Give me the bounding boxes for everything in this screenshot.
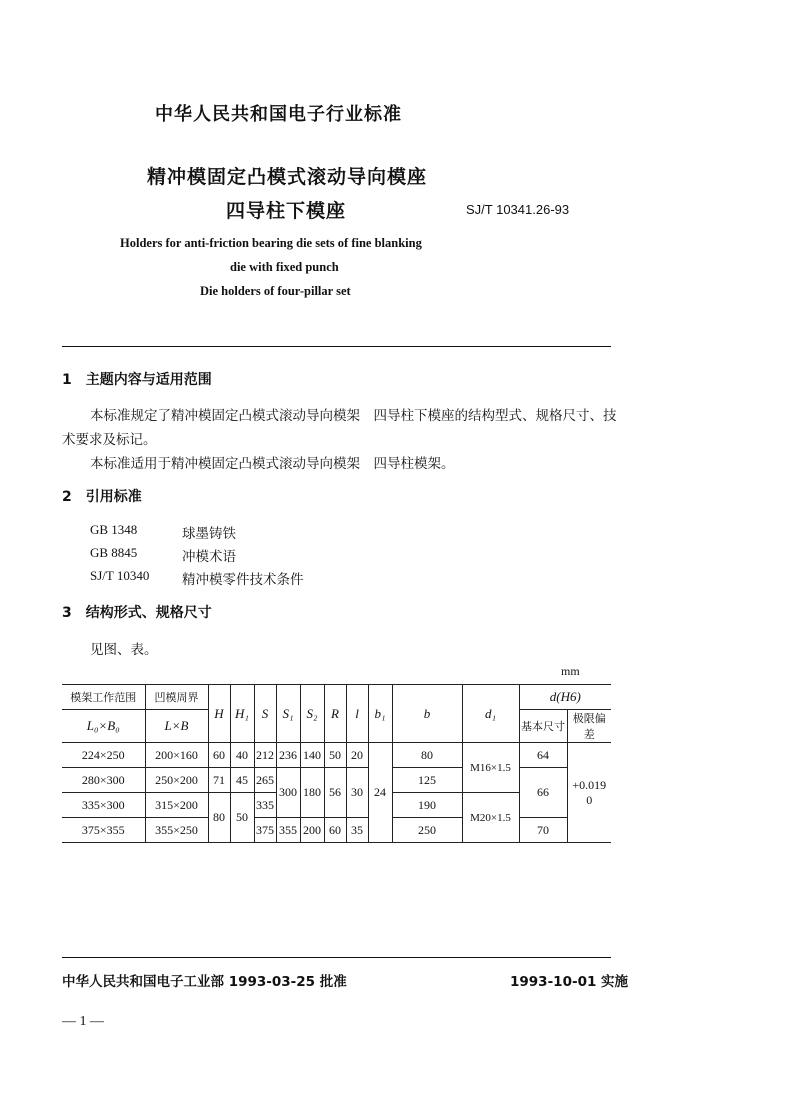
cell-S2: 200 — [300, 818, 324, 843]
cell-H: 71 — [208, 768, 230, 793]
title-line-1: 精冲模固定凸模式滚动导向模座 — [147, 166, 428, 188]
table-row — [62, 743, 611, 768]
standard-type: 中华人民共和国电子行业标准 — [155, 104, 402, 125]
unit-label: mm — [561, 664, 580, 678]
header-S: S — [254, 685, 276, 743]
section-1-title: 1 主题内容与适用范围 — [62, 372, 212, 388]
cell-H1: 45 — [230, 768, 254, 793]
cell-H-merged: 80 — [208, 793, 230, 843]
cell-die: 355×250 — [145, 818, 208, 843]
bottom-rule — [62, 957, 611, 958]
section-1-paragraph-1b: 术要求及标记。 — [62, 432, 157, 448]
tolerance-lower: 0 — [586, 792, 593, 807]
cell-l: 20 — [346, 743, 368, 768]
cell-S1: 236 — [276, 743, 300, 768]
cell-H: 60 — [208, 743, 230, 768]
cell-S1-merged: 300 — [276, 768, 300, 818]
cell-d1-merged: M16×1.5 — [462, 743, 519, 793]
cell-b: 125 — [392, 768, 462, 793]
cell-S2-merged: 180 — [300, 768, 324, 818]
cell-die: 315×200 — [145, 793, 208, 818]
header-d: d(H6) — [519, 685, 611, 710]
cell-S1: 355 — [276, 818, 300, 843]
header-l: l — [346, 685, 368, 743]
cell-b: 80 — [392, 743, 462, 768]
section-2-title: 2 引用标准 — [62, 489, 142, 505]
cell-b: 250 — [392, 818, 462, 843]
cell-work: 224×250 — [62, 743, 145, 768]
header-R: R — [324, 685, 346, 743]
cell-R-merged: 56 — [324, 768, 346, 818]
cell-work: 280×300 — [62, 768, 145, 793]
header-b: b — [392, 685, 462, 743]
cell-b1-merged: 24 — [368, 743, 392, 843]
cell-R: 60 — [324, 818, 346, 843]
dimension-table — [62, 684, 611, 843]
ref-name: 冲模术语 — [182, 549, 236, 565]
cell-work: 375×355 — [62, 818, 145, 843]
cell-die: 200×160 — [145, 743, 208, 768]
table-row — [62, 818, 611, 843]
header-b1: b₁ — [368, 685, 392, 743]
ref-code: SJ/T 10340 — [90, 568, 150, 583]
title-line-2: 四导柱下模座 — [226, 200, 347, 222]
standard-code: SJ/T 10341.26-93 — [466, 202, 570, 217]
cell-S: 335 — [254, 793, 276, 818]
header-d1: d₁ — [462, 685, 519, 743]
ref-code: GB 1348 — [90, 522, 138, 537]
header-die-perimeter-sub: L×B — [145, 710, 208, 743]
ref-code: GB 8845 — [90, 545, 138, 560]
cell-H1-merged: 50 — [230, 793, 254, 843]
table-row — [62, 768, 611, 793]
cell-work: 335×300 — [62, 793, 145, 818]
cell-R: 50 — [324, 743, 346, 768]
top-rule — [62, 346, 611, 347]
cell-S2: 140 — [300, 743, 324, 768]
section-1-paragraph-1a: 本标准规定了精冲模固定凸模式滚动导向模架 四导柱下模座的结构型式、规格尺寸、技 — [90, 408, 617, 424]
cell-b: 190 — [392, 793, 462, 818]
section-3-paragraph: 见图、表。 — [90, 642, 158, 658]
page-number: — 1 — — [62, 1014, 104, 1029]
section-1-paragraph-2: 本标准适用于精冲模固定凸模式滚动导向模架 四导柱模架。 — [90, 456, 455, 472]
header-S2: S₂ — [300, 685, 324, 743]
header-S1: S₁ — [276, 685, 300, 743]
cell-S: 212 — [254, 743, 276, 768]
cell-S: 375 — [254, 818, 276, 843]
cell-d-basic: 64 — [519, 743, 567, 768]
english-title-line-2: die with fixed punch — [230, 260, 339, 274]
english-title-line-1: Holders for anti-friction bearing die sets of fine blanking — [120, 236, 422, 250]
ref-name: 精冲模零件技术条件 — [182, 572, 304, 588]
cell-d-basic-merged: 66 — [519, 768, 567, 818]
approval-line: 中华人民共和国电子工业部 1993-03-25 批准 — [62, 974, 347, 990]
header-H: H — [208, 685, 230, 743]
header-d-tolerance: 极限偏差 — [567, 710, 611, 743]
section-3-title: 3 结构形式、规格尺寸 — [62, 605, 212, 621]
header-H1: H₁ — [230, 685, 254, 743]
english-title-line-3: Die holders of four-pillar set — [200, 284, 351, 298]
implementation-date: 1993-10-01 实施 — [510, 974, 629, 990]
header-d-basic: 基本尺寸 — [519, 710, 567, 743]
cell-H1: 40 — [230, 743, 254, 768]
tolerance-upper: +0.019 — [572, 777, 607, 792]
cell-l: 35 — [346, 818, 368, 843]
cell-S: 265 — [254, 768, 276, 793]
cell-d-basic: 70 — [519, 818, 567, 843]
header-work-range: 模架工作范围 — [62, 685, 145, 710]
cell-l-merged: 30 — [346, 768, 368, 818]
cell-die: 250×200 — [145, 768, 208, 793]
header-die-perimeter: 凹模周界 — [145, 685, 208, 710]
cell-d1-merged: M20×1.5 — [462, 793, 519, 843]
ref-name: 球墨铸铁 — [182, 526, 236, 542]
header-work-range-sub: L₀×B₀ — [62, 710, 145, 743]
cell-tolerance-merged — [567, 743, 611, 843]
